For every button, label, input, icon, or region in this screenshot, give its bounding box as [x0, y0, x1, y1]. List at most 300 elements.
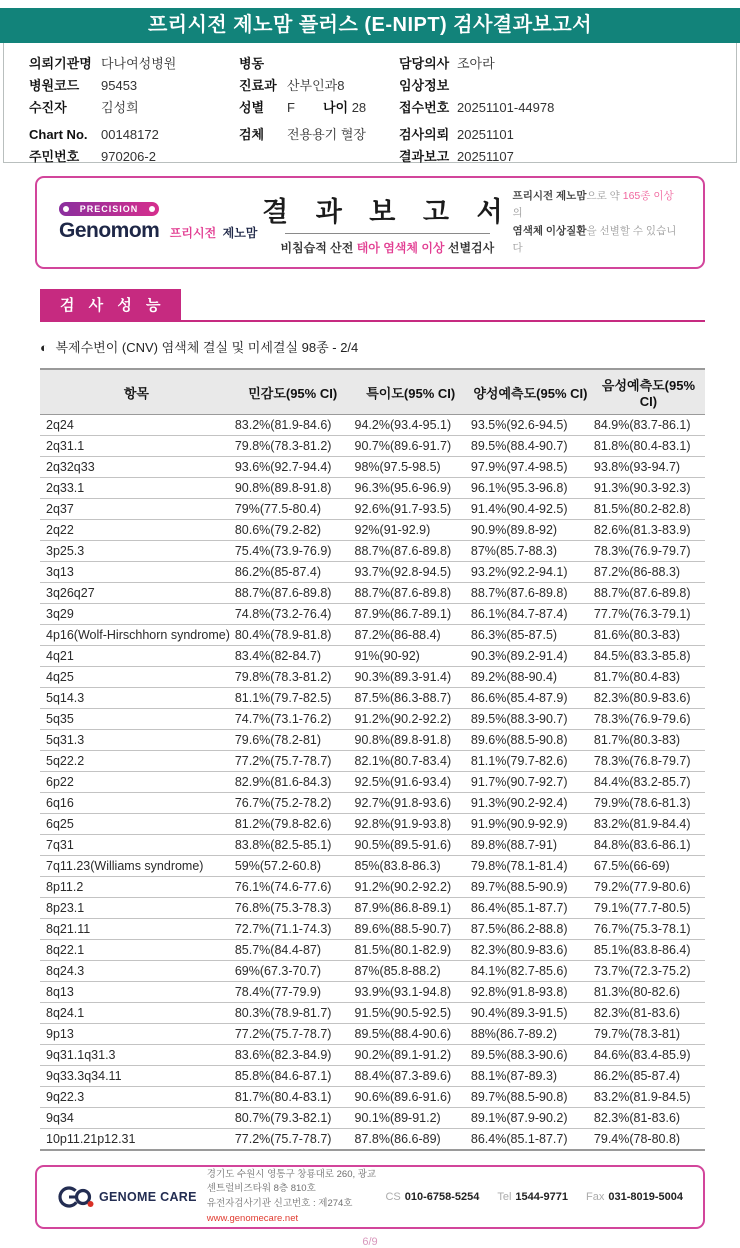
row-value-cell: 77.2%(75.7-78.7)	[233, 1024, 353, 1045]
row-value-cell: 87%(85.8-88.2)	[353, 961, 469, 982]
row-value-cell: 81.5%(80.2-82.8)	[592, 499, 705, 520]
row-value-cell: 82.3%(81-83.6)	[592, 1003, 705, 1024]
table-row	[40, 583, 705, 604]
table-row	[40, 436, 705, 457]
field-label: 접수번호	[399, 100, 450, 115]
field-label: 임상정보	[399, 78, 450, 93]
brand-korean-dark: 제노맘	[222, 226, 258, 240]
row-value-cell: 83.6%(82.3-84.9)	[233, 1045, 353, 1066]
row-item-cell: 9q33.3q34.11	[40, 1066, 233, 1087]
footer-address-block	[207, 1168, 386, 1227]
row-item-cell: 5q22.2	[40, 751, 233, 772]
field-label: 병동	[239, 56, 265, 71]
row-value-cell: 87.2%(86-88.3)	[592, 562, 705, 583]
row-value-cell: 83.4%(82-84.7)	[233, 646, 353, 667]
table-row	[40, 1087, 705, 1108]
table-row	[40, 856, 705, 877]
performance-table	[40, 368, 705, 1151]
row-value-cell: 88.7%(87.6-89.8)	[353, 583, 469, 604]
footer-contacts	[385, 1191, 683, 1203]
row-value-cell: 87.5%(86.2-88.8)	[469, 919, 592, 940]
row-value-cell: 84.1%(82.7-85.6)	[469, 961, 592, 982]
field-value: 산부인과8	[287, 78, 345, 93]
table-row	[40, 625, 705, 646]
field-value: 전용용기 혈장	[287, 127, 366, 142]
field-label: 검체	[239, 127, 265, 142]
info-row-specimen	[239, 124, 366, 146]
row-item-cell: 6p22	[40, 772, 233, 793]
row-value-cell: 86.6%(85.4-87.9)	[469, 688, 592, 709]
row-value-cell: 74.8%(73.2-76.4)	[233, 604, 353, 625]
row-value-cell: 79.2%(77.9-80.6)	[592, 877, 705, 898]
result-report-banner	[35, 176, 705, 269]
footer-frame	[35, 1165, 705, 1229]
row-item-cell: 8q21.11	[40, 919, 233, 940]
banner-divider	[285, 233, 490, 234]
table-row	[40, 772, 705, 793]
info-row-hospital-code	[29, 75, 176, 97]
row-value-cell: 74.7%(73.1-76.2)	[233, 709, 353, 730]
info-row-chart-no	[29, 124, 176, 146]
row-value-cell: 77.7%(76.3-79.1)	[592, 604, 705, 625]
row-value-cell: 88.1%(87-89.3)	[469, 1066, 592, 1087]
row-item-cell: 2q24	[40, 415, 233, 436]
row-value-cell: 88.7%(87.6-89.8)	[592, 583, 705, 604]
table-row	[40, 919, 705, 940]
row-value-cell: 83.8%(82.5-85.1)	[233, 835, 353, 856]
field-value: 00148172	[101, 127, 159, 142]
row-item-cell: 8p11.2	[40, 877, 233, 898]
row-item-cell: 4p16(Wolf-Hirschhorn syndrome)	[40, 625, 233, 646]
patient-info-panel	[3, 43, 737, 163]
col-header-npv: 음성예측도(95% CI)	[592, 369, 705, 415]
field-value: 95453	[101, 78, 138, 93]
row-value-cell: 81.1%(79.7-82.6)	[469, 751, 592, 772]
row-value-cell: 92.8%(91.8-93.8)	[469, 982, 592, 1003]
table-row	[40, 1108, 705, 1129]
table-row	[40, 520, 705, 541]
banner-subtitle	[262, 239, 512, 256]
footer-license: 유전자검사기관 신고번호 : 제274호	[206, 1198, 353, 1209]
half-circle-bullet-icon: ◐	[40, 340, 48, 355]
tagline-pink: 165종 이상	[622, 189, 674, 202]
row-value-cell: 90.7%(89.6-91.7)	[353, 436, 469, 457]
col-header-specificity: 특이도(95% CI)	[353, 369, 469, 415]
section-header-row	[40, 289, 705, 322]
row-value-cell: 78.4%(77-79.9)	[233, 982, 353, 1003]
row-value-cell: 91.4%(90.4-92.5)	[469, 499, 592, 520]
contact-label: Tel	[497, 1191, 512, 1203]
row-value-cell: 91.9%(90.9-92.9)	[469, 814, 592, 835]
field-label: 주민번호	[29, 149, 80, 164]
result-report-title: 결 과 보 고 서	[262, 196, 513, 227]
row-value-cell: 81.7%(80.4-83.1)	[233, 1087, 353, 1108]
row-item-cell: 9q34	[40, 1108, 233, 1129]
row-item-cell: 4q25	[40, 667, 233, 688]
row-item-cell: 8q24.1	[40, 1003, 233, 1024]
badge-dot-icon	[149, 206, 155, 212]
banner-subtitle-post: 선별검사	[444, 240, 495, 255]
row-item-cell: 8q13	[40, 982, 233, 1003]
row-item-cell: 6q25	[40, 814, 233, 835]
row-value-cell: 91.5%(90.5-92.5)	[353, 1003, 469, 1024]
row-value-cell: 81.3%(80-82.6)	[592, 982, 705, 1003]
row-value-cell: 79.4%(78-80.8)	[592, 1129, 705, 1151]
field-label: 진료과	[239, 78, 277, 93]
table-row	[40, 730, 705, 751]
row-value-cell: 83.2%(81.9-84.6)	[233, 415, 353, 436]
row-value-cell: 79.1%(77.7-80.5)	[592, 898, 705, 919]
table-row	[40, 1066, 705, 1087]
row-value-cell: 88.7%(87.6-89.8)	[353, 541, 469, 562]
field-value: 20251101-44978	[457, 100, 555, 115]
table-row	[40, 646, 705, 667]
contact-cs	[385, 1191, 479, 1203]
row-item-cell: 7q31	[40, 835, 233, 856]
row-item-cell: 5q14.3	[40, 688, 233, 709]
report-page	[0, 8, 740, 1248]
row-value-cell: 90.3%(89.2-91.4)	[469, 646, 592, 667]
row-value-cell: 81.5%(80.1-82.9)	[353, 940, 469, 961]
row-item-cell: 9q22.3	[40, 1087, 233, 1108]
field-label: Chart No.	[29, 127, 88, 142]
table-row	[40, 814, 705, 835]
row-value-cell: 80.7%(79.3-82.1)	[233, 1108, 353, 1129]
row-value-cell: 91.3%(90.3-92.3)	[592, 478, 705, 499]
row-value-cell: 93.5%(92.6-94.5)	[469, 415, 592, 436]
row-value-cell: 80.3%(78.9-81.7)	[233, 1003, 353, 1024]
row-value-cell: 84.5%(83.3-85.8)	[592, 646, 705, 667]
contact-value: 031-8019-5004	[608, 1191, 683, 1203]
row-value-cell: 79.7%(78.3-81)	[592, 1024, 705, 1045]
row-value-cell: 77.2%(75.7-78.7)	[233, 751, 353, 772]
row-value-cell: 80.6%(79.2-82)	[233, 520, 353, 541]
col-header-ppv: 양성예측도(95% CI)	[469, 369, 592, 415]
row-value-cell: 90.8%(89.8-91.8)	[353, 730, 469, 751]
row-value-cell: 59%(57.2-60.8)	[233, 856, 353, 877]
row-value-cell: 89.2%(88-90.4)	[469, 667, 592, 688]
table-row	[40, 457, 705, 478]
row-item-cell: 5q35	[40, 709, 233, 730]
info-row-doctor	[399, 53, 554, 75]
row-value-cell: 89.6%(88.5-90.8)	[469, 730, 592, 751]
field-label: 나이	[322, 100, 349, 115]
field-value: 다나여성병원	[101, 56, 177, 71]
performance-table-wrap	[40, 368, 705, 1151]
row-item-cell: 2q31.1	[40, 436, 233, 457]
row-value-cell: 86.4%(85.1-87.7)	[469, 1129, 592, 1151]
row-value-cell: 90.2%(89.1-91.2)	[353, 1045, 469, 1066]
row-value-cell: 89.1%(87.9-90.2)	[469, 1108, 592, 1129]
table-row	[40, 541, 705, 562]
row-value-cell: 80.4%(78.9-81.8)	[233, 625, 353, 646]
col-header-sensitivity: 민감도(95% CI)	[233, 369, 353, 415]
info-row-institution	[29, 53, 176, 75]
banner-subtitle-highlight: 태아 염색체 이상	[356, 240, 445, 255]
row-value-cell: 87.2%(86-88.4)	[353, 625, 469, 646]
row-value-cell: 79%(77.5-80.4)	[233, 499, 353, 520]
row-value-cell: 93.2%(92.2-94.1)	[469, 562, 592, 583]
row-value-cell: 88.7%(87.6-89.8)	[233, 583, 353, 604]
field-label: 수진자	[29, 100, 67, 115]
row-value-cell: 93.8%(93-94.7)	[592, 457, 705, 478]
row-item-cell: 2q22	[40, 520, 233, 541]
banner-subtitle-pre: 비침습적 산전	[280, 240, 357, 255]
row-value-cell: 79.8%(78.3-81.2)	[233, 667, 353, 688]
row-value-cell: 89.5%(88.4-90.7)	[469, 436, 592, 457]
row-value-cell: 73.7%(72.3-75.2)	[592, 961, 705, 982]
row-item-cell: 8q22.1	[40, 940, 233, 961]
table-row	[40, 982, 705, 1003]
row-value-cell: 93.9%(93.1-94.8)	[353, 982, 469, 1003]
row-value-cell: 89.5%(88.3-90.6)	[469, 1045, 592, 1066]
row-value-cell: 82.1%(80.7-83.4)	[353, 751, 469, 772]
genomecare-logo-icon	[57, 1183, 95, 1211]
banner-tagline	[513, 188, 681, 257]
table-row	[40, 1024, 705, 1045]
row-value-cell: 86.4%(85.1-87.7)	[469, 898, 592, 919]
row-value-cell: 82.3%(81-83.6)	[592, 1108, 705, 1129]
info-row-department	[239, 75, 366, 97]
row-value-cell: 91%(90-92)	[353, 646, 469, 667]
row-value-cell: 79.6%(78.2-81)	[233, 730, 353, 751]
row-value-cell: 76.1%(74.6-77.6)	[233, 877, 353, 898]
row-value-cell: 85.7%(84.4-87)	[233, 940, 353, 961]
tagline-bold-1: 프리시전 제노맘	[512, 189, 587, 202]
row-value-cell: 76.7%(75.3-78.1)	[592, 919, 705, 940]
row-value-cell: 85.8%(84.6-87.1)	[233, 1066, 353, 1087]
row-value-cell: 88.4%(87.3-89.6)	[353, 1066, 469, 1087]
row-value-cell: 84.4%(83.2-85.7)	[592, 772, 705, 793]
row-value-cell: 78.3%(76.8-79.7)	[592, 751, 705, 772]
row-value-cell: 88%(86.7-89.2)	[469, 1024, 592, 1045]
field-label: 검사의뢰	[399, 127, 450, 142]
row-value-cell: 85%(83.8-86.3)	[353, 856, 469, 877]
report-title: 프리시전 제노맘 플러스 (E-NIPT) 검사결과보고서	[147, 14, 593, 36]
row-value-cell: 97.9%(97.4-98.5)	[469, 457, 592, 478]
table-row	[40, 793, 705, 814]
row-value-cell: 89.8%(88.7-91)	[469, 835, 592, 856]
info-row-request-date	[399, 124, 554, 146]
table-row	[40, 751, 705, 772]
table-row	[40, 877, 705, 898]
tagline-end-1: 의	[512, 207, 523, 220]
footer-address: 경기도 수원시 영통구 창룡대로 260, 광교 센트럴비즈타워 8층 810호	[206, 1168, 377, 1195]
table-row	[40, 499, 705, 520]
table-row	[40, 1129, 705, 1151]
brand-line	[59, 219, 262, 243]
table-row	[40, 898, 705, 919]
row-value-cell: 91.3%(90.2-92.4)	[469, 793, 592, 814]
table-row	[40, 835, 705, 856]
patient-info-column-right	[399, 53, 554, 168]
row-value-cell: 92%(91-92.9)	[353, 520, 469, 541]
row-value-cell: 87.5%(86.3-88.7)	[353, 688, 469, 709]
field-label: 결과보고	[399, 149, 450, 164]
info-row-report-date	[399, 146, 554, 168]
row-value-cell: 86.2%(85-87.4)	[233, 562, 353, 583]
field-value: 조아라	[457, 56, 495, 71]
genomecare-logo-block	[57, 1183, 197, 1211]
table-row	[40, 604, 705, 625]
row-value-cell: 77.2%(75.7-78.7)	[233, 1129, 353, 1151]
page-number: 6/9	[362, 1236, 378, 1248]
row-item-cell: 10p11.21p12.31	[40, 1129, 233, 1151]
row-value-cell: 92.5%(91.6-93.4)	[353, 772, 469, 793]
row-value-cell: 76.8%(75.3-78.3)	[233, 898, 353, 919]
table-row	[40, 562, 705, 583]
table-row	[40, 478, 705, 499]
row-value-cell: 93.6%(92.7-94.4)	[233, 457, 353, 478]
row-item-cell: 4q21	[40, 646, 233, 667]
row-item-cell: 9p13	[40, 1024, 233, 1045]
row-value-cell: 90.5%(89.5-91.6)	[353, 835, 469, 856]
tagline-bold-2: 염색체 이상질환	[512, 224, 587, 237]
row-value-cell: 84.8%(83.6-86.1)	[592, 835, 705, 856]
row-item-cell: 5q31.3	[40, 730, 233, 751]
row-item-cell: 6q16	[40, 793, 233, 814]
tagline-end-2: 을 선별할 수 있습니다	[512, 224, 677, 254]
table-row	[40, 667, 705, 688]
field-label: 담당의사	[399, 56, 450, 71]
info-row-patient-name	[29, 97, 176, 119]
field-label: 병원코드	[29, 78, 80, 93]
row-value-cell: 72.7%(71.1-74.3)	[233, 919, 353, 940]
row-value-cell: 78.3%(76.9-79.6)	[592, 709, 705, 730]
row-item-cell: 2q33.1	[40, 478, 233, 499]
field-label: 성별	[239, 100, 265, 115]
brand-korean-pink: 프리시전	[169, 226, 217, 240]
row-value-cell: 86.1%(84.7-87.4)	[469, 604, 592, 625]
table-header-row	[40, 369, 705, 415]
row-item-cell: 7q11.23(Williams syndrome)	[40, 856, 233, 877]
row-value-cell: 90.3%(89.3-91.4)	[353, 667, 469, 688]
row-value-cell: 86.2%(85-87.4)	[592, 1066, 705, 1087]
row-value-cell: 89.7%(88.5-90.9)	[469, 877, 592, 898]
row-value-cell: 79.8%(78.3-81.2)	[233, 436, 353, 457]
row-value-cell: 81.6%(80.3-83)	[592, 625, 705, 646]
row-value-cell: 86.3%(85-87.5)	[469, 625, 592, 646]
row-value-cell: 89.7%(88.5-90.8)	[469, 1087, 592, 1108]
row-value-cell: 89.5%(88.4-90.6)	[353, 1024, 469, 1045]
test-performance-section	[35, 289, 705, 356]
row-value-cell: 69%(67.3-70.7)	[233, 961, 353, 982]
precision-badge	[59, 202, 159, 216]
row-item-cell: 2q32q33	[40, 457, 233, 478]
row-value-cell: 90.8%(89.8-91.8)	[233, 478, 353, 499]
patient-info-column-left	[29, 53, 176, 168]
info-row-sex-age	[239, 97, 366, 119]
row-value-cell: 92.7%(91.8-93.6)	[353, 793, 469, 814]
row-value-cell: 75.4%(73.9-76.9)	[233, 541, 353, 562]
field-value: 20251107	[457, 149, 514, 164]
row-value-cell: 91.2%(90.2-92.2)	[353, 709, 469, 730]
row-value-cell: 81.1%(79.7-82.5)	[233, 688, 353, 709]
tagline-mid-1: 으로 약	[586, 189, 623, 202]
row-value-cell: 82.9%(81.6-84.3)	[233, 772, 353, 793]
row-value-cell: 82.3%(80.9-83.6)	[592, 688, 705, 709]
row-value-cell: 90.4%(89.3-91.5)	[469, 1003, 592, 1024]
report-title-band	[0, 8, 740, 43]
row-value-cell: 96.1%(95.3-96.8)	[469, 478, 592, 499]
row-value-cell: 89.5%(88.3-90.7)	[469, 709, 592, 730]
info-row-receipt-no	[399, 97, 554, 119]
row-value-cell: 83.2%(81.9-84.4)	[592, 814, 705, 835]
field-value: F	[287, 100, 295, 115]
row-value-cell: 92.6%(91.7-93.5)	[353, 499, 469, 520]
row-value-cell: 98%(97.5-98.5)	[353, 457, 469, 478]
row-value-cell: 81.2%(79.8-82.6)	[233, 814, 353, 835]
row-value-cell: 67.5%(66-69)	[592, 856, 705, 877]
row-value-cell: 82.6%(81.3-83.9)	[592, 520, 705, 541]
row-value-cell: 91.7%(90.7-92.7)	[469, 772, 592, 793]
contact-value: 1544-9771	[515, 1191, 569, 1203]
contact-label: CS	[385, 1191, 401, 1203]
row-value-cell: 83.2%(81.9-84.5)	[592, 1087, 705, 1108]
table-row	[40, 688, 705, 709]
row-value-cell: 87.9%(86.7-89.1)	[353, 604, 469, 625]
row-value-cell: 90.1%(89-91.2)	[353, 1108, 469, 1129]
precision-badge-label: PRECISION	[79, 204, 139, 214]
info-row-ward	[239, 53, 366, 75]
row-value-cell: 81.8%(80.4-83.1)	[592, 436, 705, 457]
contact-tel	[497, 1191, 568, 1203]
row-value-cell: 82.3%(80.9-83.6)	[469, 940, 592, 961]
row-value-cell: 78.3%(76.9-79.7)	[592, 541, 705, 562]
row-value-cell: 79.8%(78.1-81.4)	[469, 856, 592, 877]
contact-fax	[586, 1191, 683, 1203]
row-value-cell: 92.8%(91.9-93.8)	[353, 814, 469, 835]
table-row	[40, 415, 705, 436]
patient-info-column-middle	[239, 53, 366, 146]
badge-dot-icon	[63, 206, 69, 212]
row-item-cell: 3q26q27	[40, 583, 233, 604]
row-value-cell: 76.7%(75.2-78.2)	[233, 793, 353, 814]
genomecare-logo-text: GENOME CARE	[99, 1190, 197, 1204]
row-value-cell: 91.2%(90.2-92.2)	[353, 877, 469, 898]
row-value-cell: 90.6%(89.6-91.6)	[353, 1087, 469, 1108]
row-value-cell: 89.6%(88.5-90.7)	[353, 919, 469, 940]
row-value-cell: 88.7%(87.6-89.8)	[469, 583, 592, 604]
row-value-cell: 87%(85.7-88.3)	[469, 541, 592, 562]
genomom-brand-block	[59, 202, 262, 243]
row-item-cell: 9q31.1q31.3	[40, 1045, 233, 1066]
performance-table-body	[40, 415, 705, 1151]
row-value-cell: 94.2%(93.4-95.1)	[353, 415, 469, 436]
table-row	[40, 1003, 705, 1024]
table-row	[40, 961, 705, 982]
col-header-item: 항목	[40, 369, 233, 415]
table-row	[40, 709, 705, 730]
row-value-cell: 84.6%(83.4-85.9)	[592, 1045, 705, 1066]
section-title: 검 사 성 능	[40, 289, 181, 320]
footer-website-link[interactable]: www.genomecare.net	[206, 1212, 299, 1224]
table-header	[40, 369, 705, 415]
contact-value: 010-6758-5254	[404, 1191, 480, 1203]
info-row-resident-id	[29, 146, 176, 168]
row-item-cell: 3q29	[40, 604, 233, 625]
row-value-cell: 96.3%(95.6-96.9)	[353, 478, 469, 499]
row-item-cell: 8p23.1	[40, 898, 233, 919]
section-subtitle: 복제수변이 (CNV) 염색체 결실 및 미세결실 98종 - 2/4	[55, 340, 359, 355]
row-value-cell: 85.1%(83.8-86.4)	[592, 940, 705, 961]
row-value-cell: 81.7%(80.4-83)	[592, 667, 705, 688]
row-item-cell: 2q37	[40, 499, 233, 520]
row-value-cell: 84.9%(83.7-86.1)	[592, 415, 705, 436]
row-value-cell: 90.9%(89.8-92)	[469, 520, 592, 541]
row-value-cell: 79.9%(78.6-81.3)	[592, 793, 705, 814]
row-value-cell: 81.7%(80.3-83)	[592, 730, 705, 751]
